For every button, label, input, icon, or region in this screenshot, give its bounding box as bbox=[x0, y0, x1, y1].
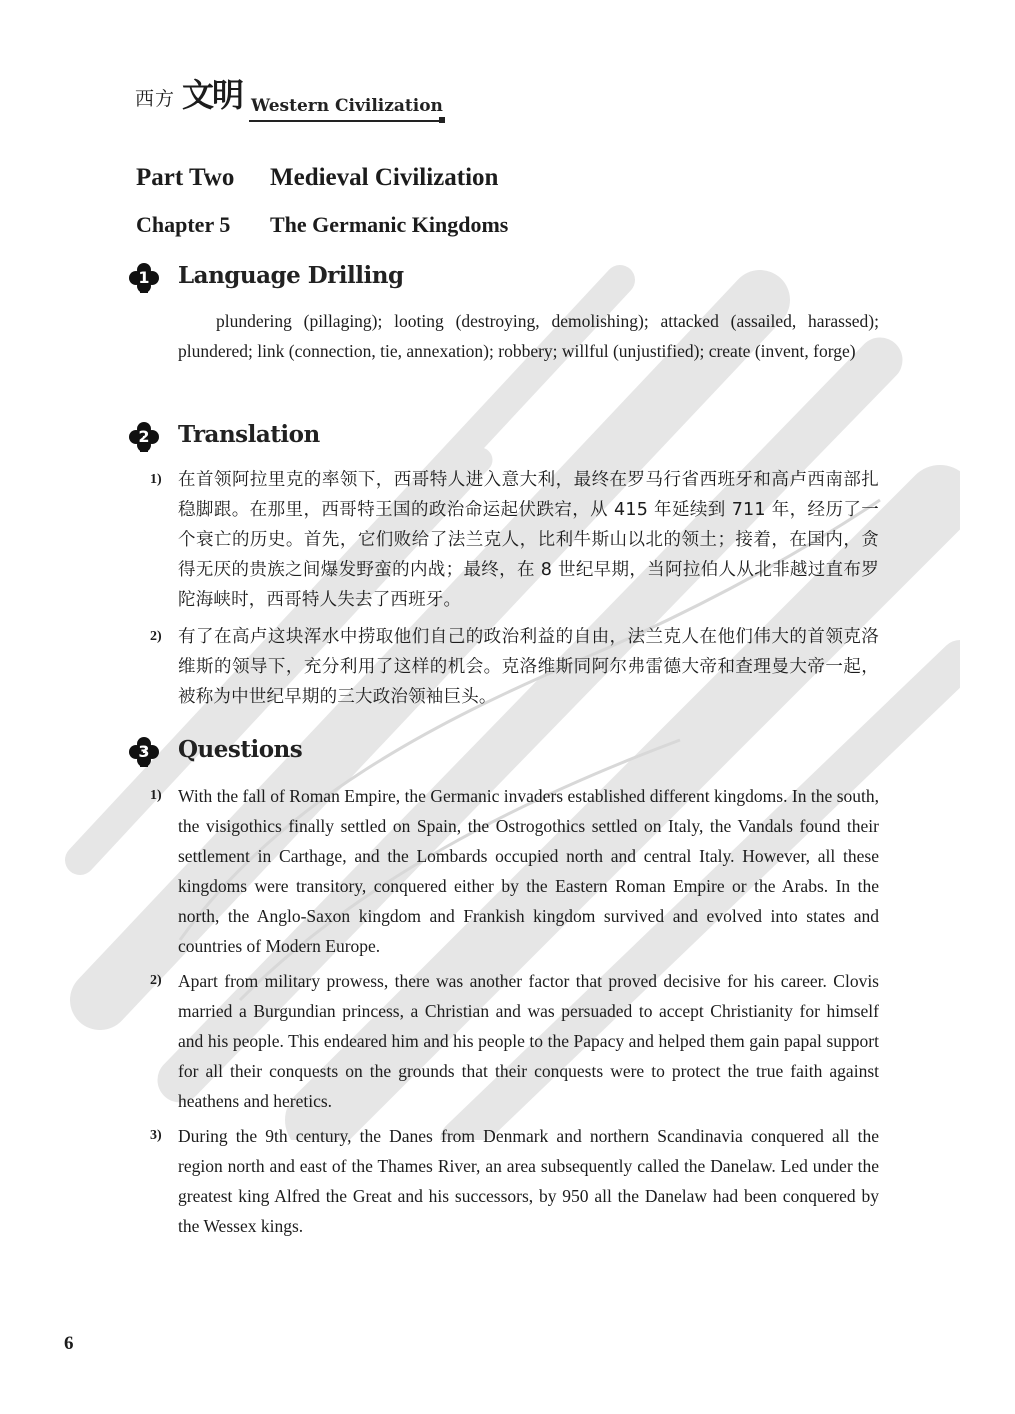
chapter-label: Chapter 5 bbox=[136, 212, 231, 237]
part-title bbox=[136, 164, 498, 192]
item-number: 3) bbox=[150, 1128, 162, 1143]
question-answer: Apart from military prowess, there was another factor that proved decisive for his career. Clovis married a Burgundian princess, a Christian and was persuaded to accept Christianity for himself and his people. This endeared him and his people to the Papacy and helped them gain papal support for all their conquests on the grounds that their conquests were to protect the true faith against heathens and heretics. bbox=[178, 971, 879, 1111]
page-number: 6 bbox=[64, 1333, 74, 1354]
item-number: 1) bbox=[150, 788, 162, 803]
section-title: Language Drilling bbox=[178, 262, 404, 289]
item-number: 1) bbox=[150, 472, 162, 487]
chapter-name: The Germanic Kingdoms bbox=[270, 212, 509, 237]
header-rule bbox=[249, 120, 441, 122]
language-drilling-text: plundering (pillaging); looting (destroying, demolishing); attacked (assailed, harassed); plundered; link (connection, tie, annexation); robbery; willful (unjustified); create (invent, forge) bbox=[178, 311, 879, 361]
question-answer: With the fall of Roman Empire, the Germanic invaders established different kingdoms. In the south, the visigothics finally settled on Spain, the Ostrogothics settled on Italy, the Vandals found their settlement in Carthage, and the Lombards occupied north and central Italy. However, all these kingdoms were transitory, conquered either by the Eastern Roman Empire or the Arabs. In the north, the Anglo-Saxon kingdom and Frankish kingdom survived and evolved into states and countries of Modern Europe. bbox=[178, 786, 879, 956]
item-number: 2) bbox=[150, 629, 162, 644]
running-header bbox=[135, 70, 455, 126]
part-label: Part Two bbox=[136, 164, 235, 191]
header-cn-big: 文明 bbox=[182, 76, 243, 114]
header-en-title: Western Civilization bbox=[251, 96, 443, 116]
part-name: Medieval Civilization bbox=[270, 164, 499, 191]
section-title: Questions bbox=[178, 736, 303, 763]
chapter-title bbox=[136, 212, 508, 238]
translation-item: 有了在高卢这块浑水中捞取他们自己的政治利益的自由，法兰克人在他们伟大的首领克洛维斯的领导下，充分利用了这样的机会。克洛维斯同阿尔弗雷德大帝和查理曼大帝一起，被称为中世纪早期的三大政治领袖巨头。 bbox=[178, 627, 879, 707]
section-title: Translation bbox=[178, 421, 320, 448]
section-number: 1 bbox=[138, 268, 150, 287]
translation-item: 在首领阿拉里克的率领下，西哥特人进入意大利，最终在罗马行省西班牙和高卢西南部扎稳脚跟。在那里，西哥特王国的政治命运起伏跌宕，从 415 年延续到 711 年，经历了一个衰亡的历史。首先，它们败给了法兰克人，比利牛斯山以北的领土；接着，在国内，贪得无厌的贵族之间爆发野蛮的内战；最终，在 8 世纪早期，当阿拉伯人从北非越过直布罗陀海峡时，西哥特人失去了西班牙。 bbox=[178, 470, 879, 610]
section-heading-language bbox=[128, 262, 528, 294]
header-cn-small: 西方 bbox=[135, 88, 176, 110]
section-number: 2 bbox=[138, 427, 150, 446]
question-answer: During the 9th century, the Danes from Denmark and northern Scandinavia conquered all the region north and east of the Thames River, an area subsequently called the Danelaw. Led under the greatest king Alfred the Great and his successors, by 950 all the Danelaw had been conquered by the Wessex kings. bbox=[178, 1126, 879, 1236]
section-heading-translation bbox=[128, 421, 528, 453]
section-heading-questions bbox=[128, 736, 528, 768]
item-number: 2) bbox=[150, 973, 162, 988]
header-rule-end bbox=[439, 117, 445, 123]
section-number: 3 bbox=[138, 742, 150, 761]
